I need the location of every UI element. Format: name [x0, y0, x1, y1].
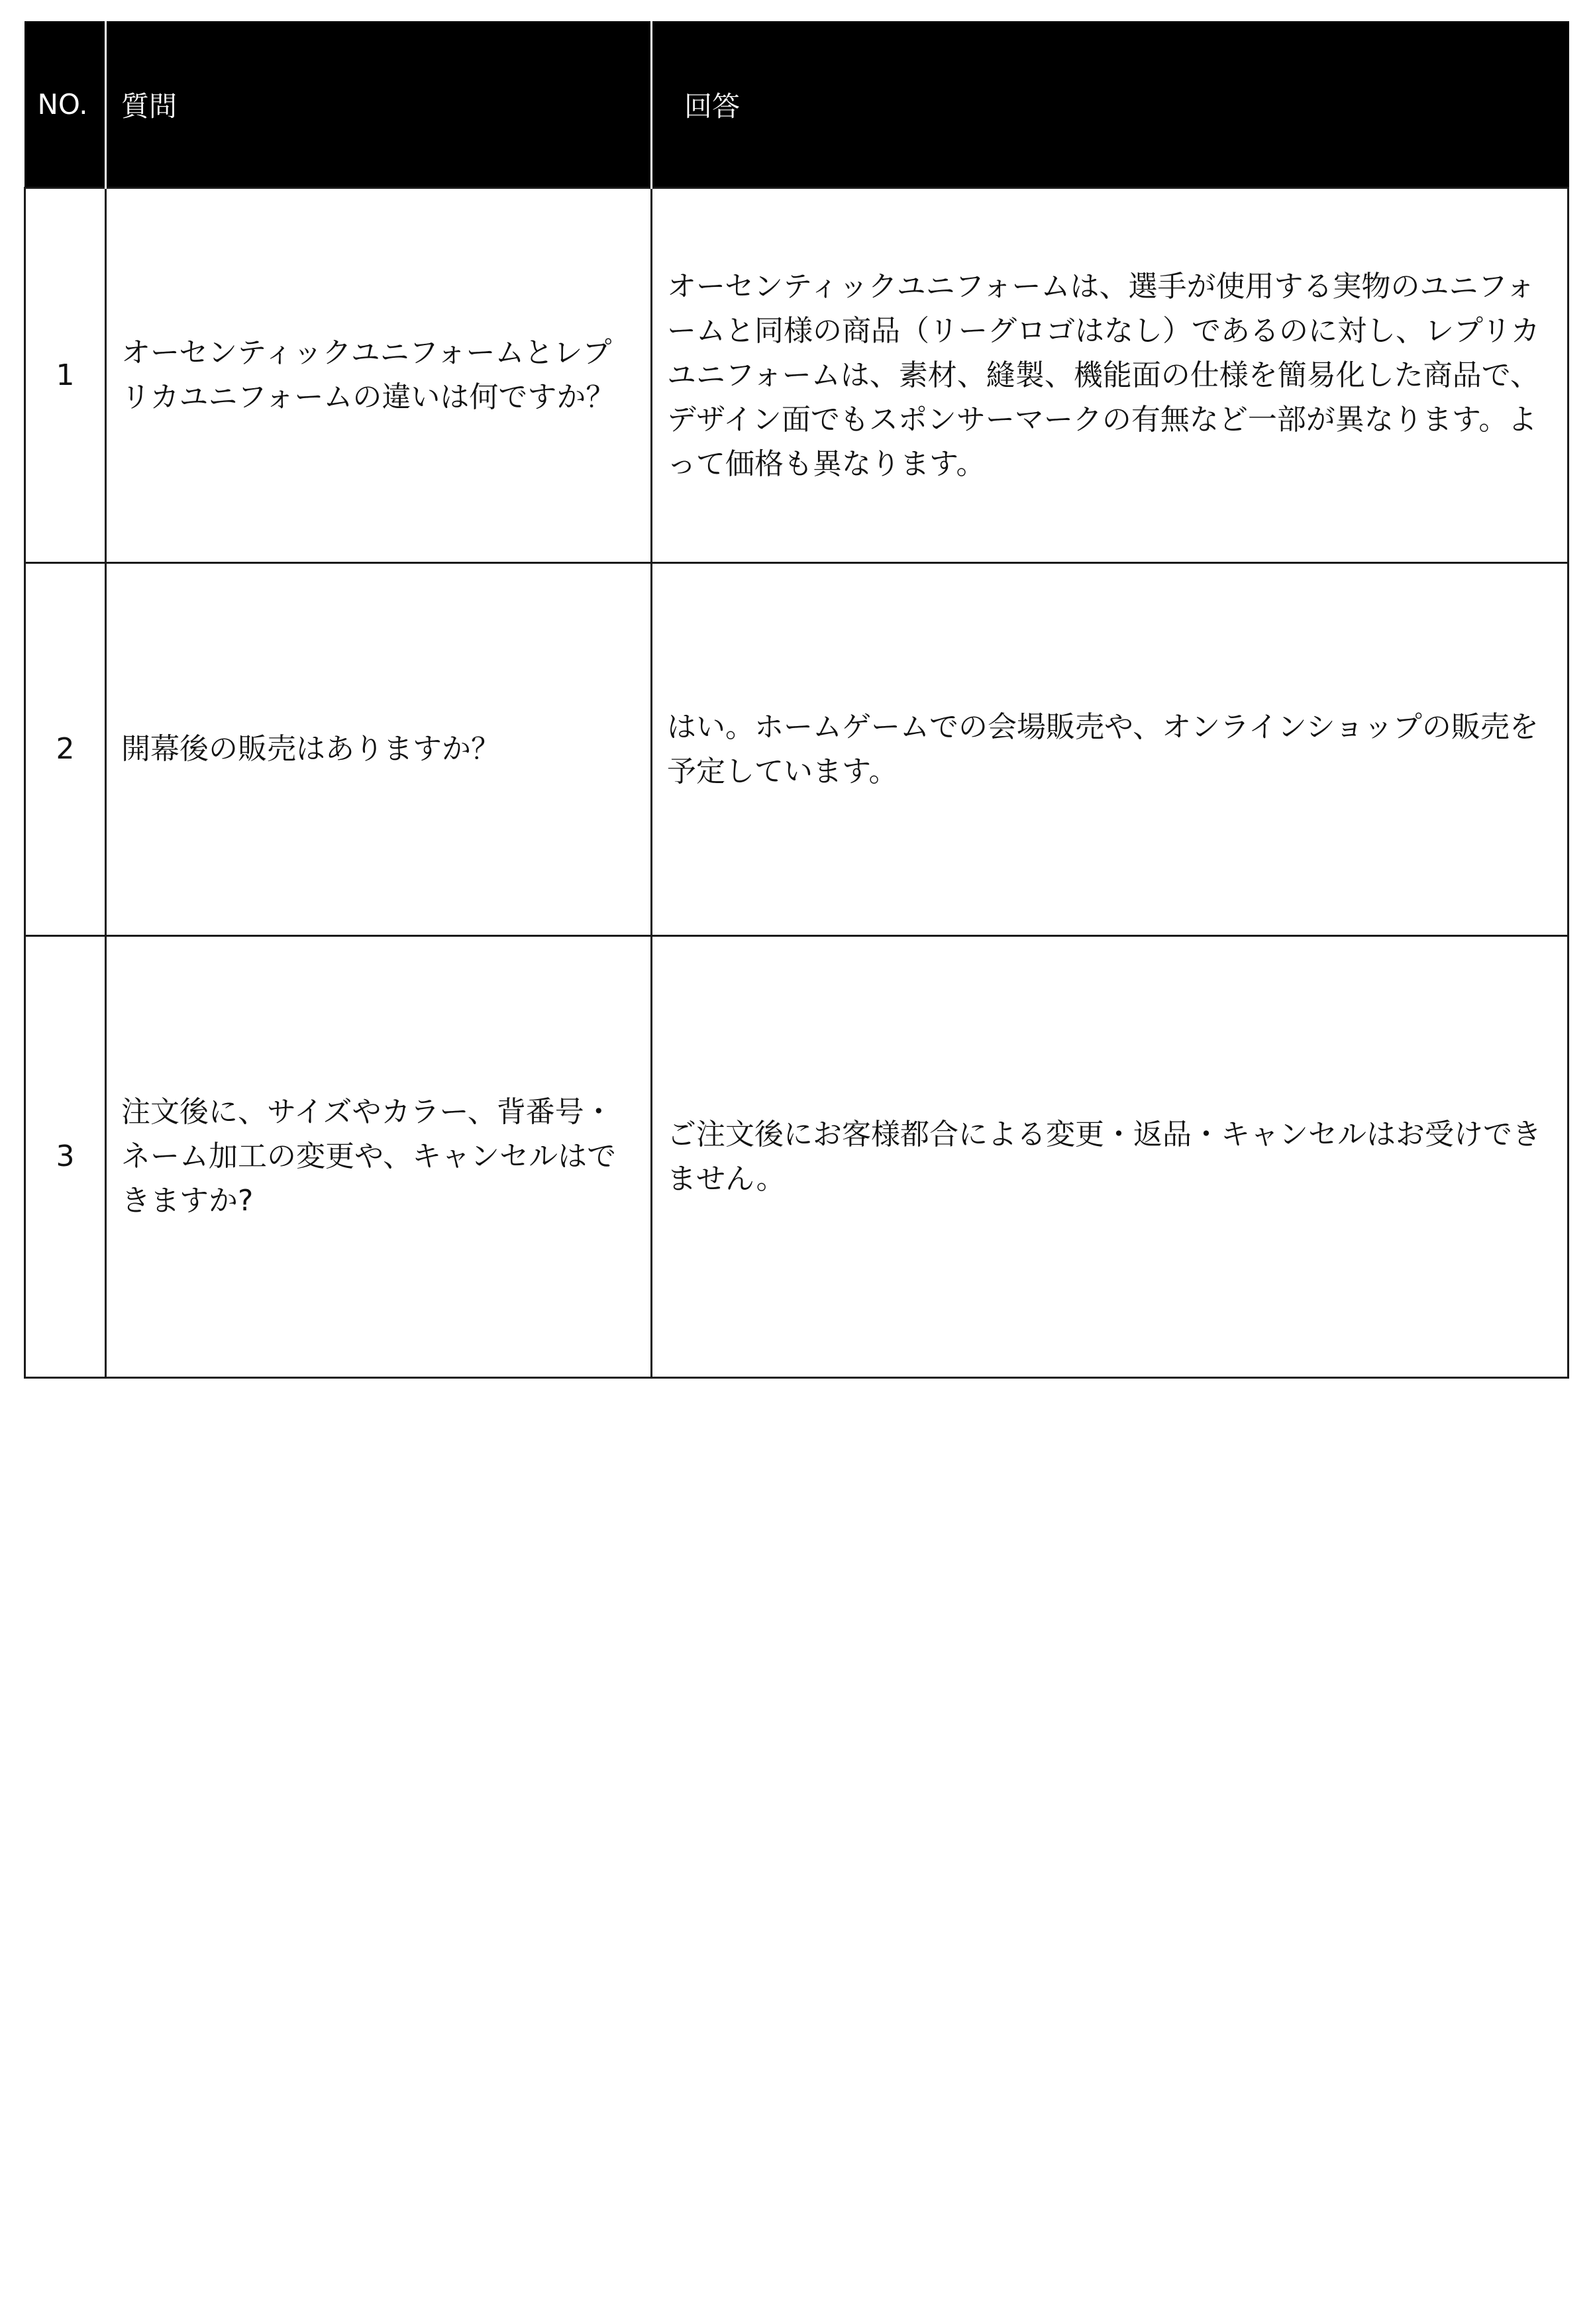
row-number: 2 [25, 562, 106, 935]
answer-cell: はい。ホームゲームでの会場販売や、オンラインショップの販売を予定しています。 [652, 562, 1569, 935]
answer-cell: オーセンティックユニフォームは、選手が使用する実物のユニフォームと同様の商品（リーグロゴはなし）であるのに対し、レプリカユニフォームは、素材、縫製、機能面の仕様を簡易化した商品で、デザイン面でもスポンサーマークの有無など一部が異なります。よって価格も異なります。 [652, 187, 1569, 562]
row-number: 1 [25, 187, 106, 562]
row-number: 3 [25, 935, 106, 1377]
faq-table-header [25, 22, 1569, 187]
question-cell: 注文後に、サイズやカラー、背番号・ネーム加工の変更や、キャンセルはできますか? [106, 935, 652, 1377]
answer-cell: ご注文後にお客様都合による変更・返品・キャンセルはお受けできません。 [652, 935, 1569, 1377]
question-cell: オーセンティックユニフォームとレプリカユニフォームの違いは何ですか？ [106, 187, 652, 562]
faq-table [24, 21, 1569, 1379]
table-row [25, 935, 1569, 1377]
question-cell: 開幕後の販売はありますか？ [106, 562, 652, 935]
table-row [25, 562, 1569, 935]
header-row [25, 22, 1569, 187]
header-question: 質問 [106, 22, 652, 187]
header-number: NO. [25, 22, 106, 187]
table-row [25, 187, 1569, 562]
header-answer: 回答 [652, 22, 1569, 187]
faq-table-body [25, 187, 1569, 1377]
